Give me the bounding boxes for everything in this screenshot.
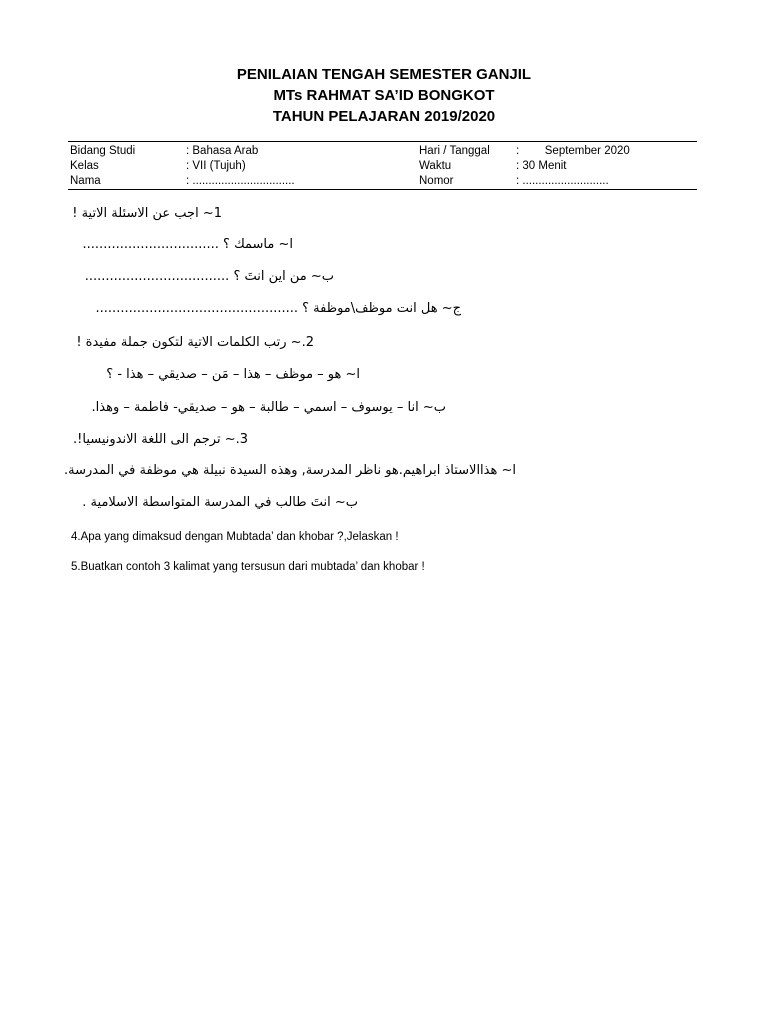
top-divider bbox=[68, 141, 697, 142]
question-1b: ب~ من اين انتَ ؟ ................................... bbox=[84, 269, 334, 284]
date-label: Hari / Tanggal bbox=[419, 145, 490, 157]
time-label: Waktu bbox=[419, 160, 452, 172]
question-2a: ا~ هو – موظف – هذا – مَن – صديقي – هذا - ؟ bbox=[106, 367, 360, 382]
number-label: Nomor bbox=[419, 175, 454, 187]
question-1: 1~ اجب عن الاسئلة الاتية ! bbox=[72, 206, 222, 221]
exam-title: PENILAIAN TENGAH SEMESTER GANJIL bbox=[236, 66, 532, 83]
date-value: : September 2020 bbox=[516, 145, 630, 157]
question-2: 2.~ رتب الكلمات الاتية لتكون جملة مفيدة ! bbox=[76, 335, 314, 350]
question-5: 5.Buatkan contoh 3 kalimat yang tersusun dari mubtada’ dan khobar ! bbox=[71, 561, 425, 573]
subject-label: Bidang Studi bbox=[70, 145, 136, 157]
question-1c: ج~ هل انت موظف\موظفة ؟ ................................................. bbox=[95, 301, 461, 316]
number-value: : ........................... bbox=[516, 175, 609, 187]
question-3a: ا~ هذاالاستاذ ابراهيم.هو ناظر المدرسة, وهذه السيدة نبيلة هي موظفة في المدرسة. bbox=[63, 463, 516, 478]
question-4: 4.Apa yang dimaksud dengan Mubtada’ dan khobar ?,Jelaskan ! bbox=[71, 531, 399, 543]
bottom-divider bbox=[68, 189, 697, 190]
academic-year: TAHUN PELAJARAN 2019/2020 bbox=[272, 108, 496, 125]
question-2b: ب~ انا – يوسوف – اسمي – طالبة – هو – صديقي- فاطمة – وهذا. bbox=[91, 400, 446, 415]
name-value: : ................................ bbox=[186, 175, 295, 187]
question-3: 3.~ ترجم الى اللغة الاندونيسيا!. bbox=[73, 432, 248, 447]
question-3b: ب~ انتَ طالب في المدرسة المتواسطة الاسلامية . bbox=[82, 495, 358, 510]
class-value: : VII (Tujuh) bbox=[186, 160, 246, 172]
school-name: MTs RAHMAT SA’ID BONGKOT bbox=[273, 87, 495, 104]
name-label: Nama bbox=[70, 175, 101, 187]
question-1a: ا~ ماسمك ؟ ................................. bbox=[82, 237, 293, 252]
class-label: Kelas bbox=[70, 160, 99, 172]
time-value: : 30 Menit bbox=[516, 160, 567, 172]
subject-value: : Bahasa Arab bbox=[186, 145, 259, 157]
document-header bbox=[0, 64, 768, 127]
